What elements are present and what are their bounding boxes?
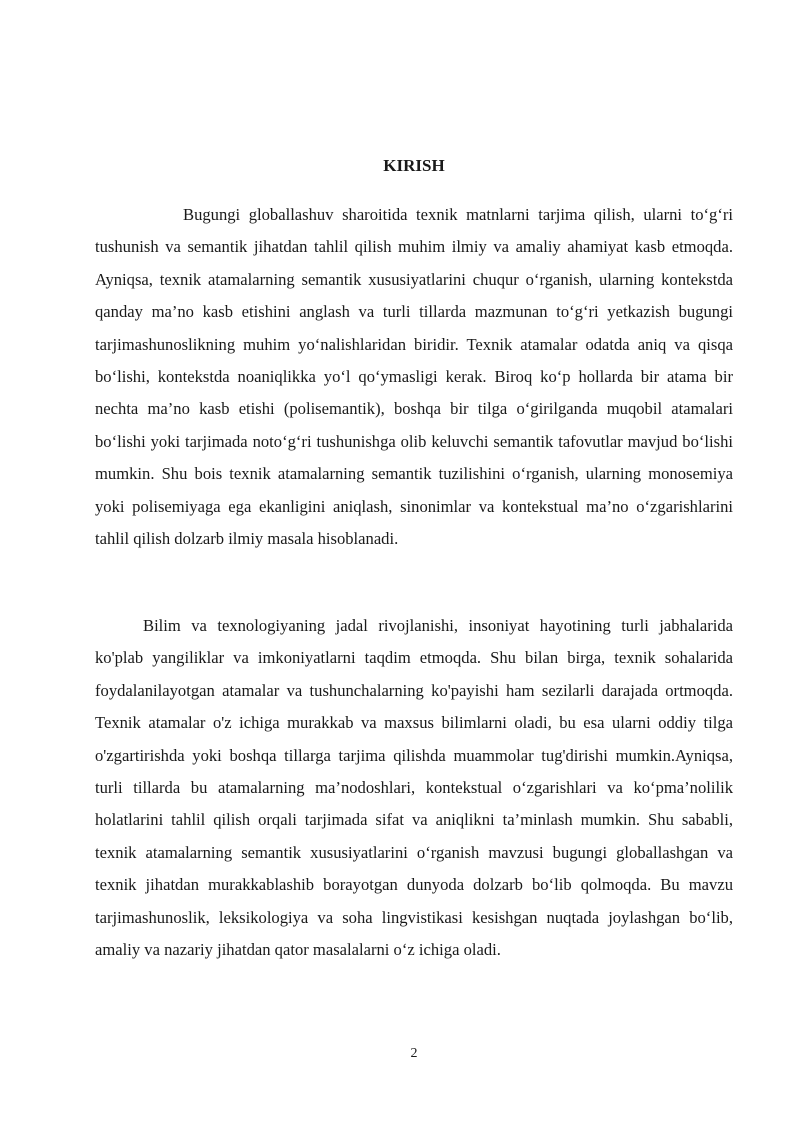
page-number: 2 — [410, 1046, 418, 1061]
paragraph-1: Bugungi globallashuv sharoitida texnik matnlarni tarjima qilish, ularni to‘g‘ri tushunish va semantik jihatdan tahlil qilish muhim ilmiy va amaliy ahamiyat kasb etmoqda. Ayniqsa, texnik atamalarning semantik xususiyatlarini chuqur o‘rganish, ularning kontekstda qanday ma’no kasb etishini anglash va turli tillarda mazmunan to‘g‘ri yetkazish bugungi tarjimashunoslikning muhim yo‘nalishlaridan biridir. Texnik atamalar odatda aniq va qisqa bo‘lishi, kontekstda noaniqlikka yo‘l qo‘ymasligi kerak. Biroq ko‘p hollarda bir atama bir nechta ma’no kasb etishi (polisemantik), boshqa bir tilga o‘girilganda muqobil atamalari bo‘lishi yoki tarjimada noto‘g‘ri tushunishga olib keluvchi semantik tafovutlar mavjud bo‘lishi mumkin. Shu bois texnik atamalarning semantik tuzilishini o‘rganish, ularning monosemiya yoki polisemiyaga ega ekanligini aniqlash, sinonimlar va kontekstual ma’no o‘zgarishlarini tahlil qilish dolzarb ilmiy masala hisoblanadi. — [95, 205, 733, 549]
paragraph-2: Bilim va texnologiyaning jadal rivojlanishi, insoniyat hayotining turli jabhalarida ko'plab yangiliklar va imkoniyatlarni taqdim etmoqda. Shu bilan birga, texnik sohalarida foydalanilayotgan atamalar va tushunchalarning ko'payishi ham sezilarli darajada ortmoqda. Texnik atamalar o'z ichiga murakkab va maxsus bilimlarni oladi, bu esa ularni oddiy tilga o'zgartirishda yoki boshqa tillarga tarjima qilishda muammolar tug'dirishi mumkin.Ayniqsa, turli tillarda bu atamalarning ma’nodoshlari, kontekstual o‘zgarishlari va ko‘pma’nolilik holatlarini tahlil qilish orqali tarjimada sifat va aniqlikni ta’minlash mumkin. Shu sababli, texnik atamalarning semantik xususiyatlarini o‘rganish mavzusi bugungi globallashgan va texnik jihatdan murakkablashib borayotgan dunyoda dolzarb bo‘lib qolmoqda. Bu mavzu tarjimashunoslik, leksikologiya va soha lingvistikasi kesishgan nuqtada joylashgan bo‘lib, amaliy va nazariy jihatdan qator masalalarni o‘z ichiga oladi. — [95, 616, 733, 960]
section-heading: KIRISH — [383, 156, 445, 175]
